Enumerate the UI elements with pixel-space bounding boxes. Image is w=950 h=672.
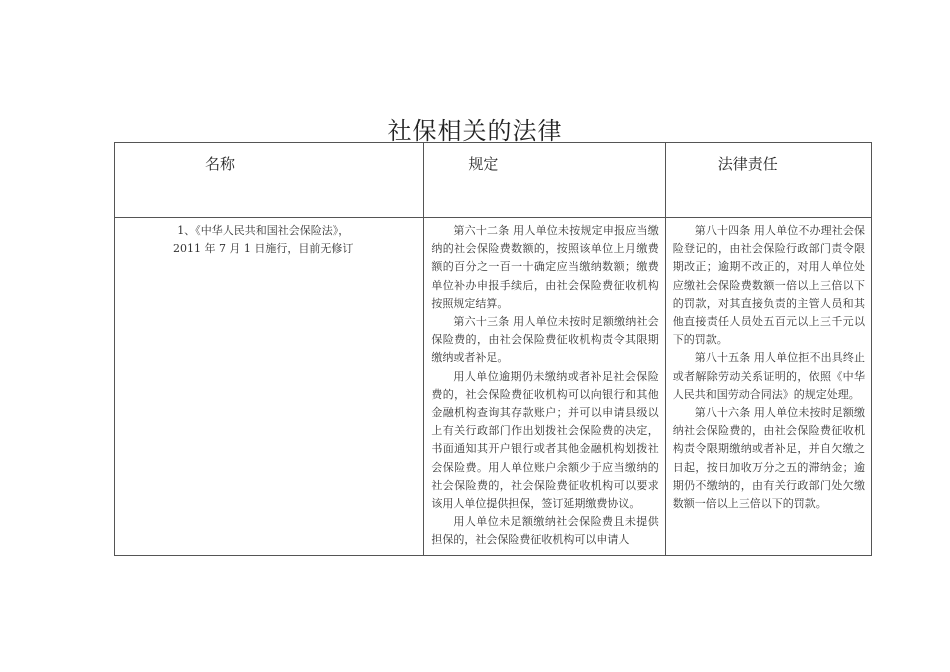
rule-paragraph: 第六十三条 用人单位未按时足额缴纳社会保险费的，由社会保险费征收机构责令其限期缴纳或者补足。 [431, 315, 659, 365]
header-name: 名称 [115, 143, 424, 218]
law-date-line: 2011 年 7 月 1 日施行，目前无修订 [172, 242, 354, 255]
law-name-line: 1、《中华人民共和国社会保险法》， [177, 224, 350, 237]
header-liability: 法律责任 [665, 143, 871, 218]
rule-paragraph: 第六十二条 用人单位未按规定申报应当缴纳的社会保险费数额的，按照该单位上月缴费额的百分之一百一十确定应当缴纳数额；缴费单位补办申报手续后，由社会保险费征收机构按照规定结算。 [431, 224, 659, 310]
table-row [115, 218, 872, 556]
law-table [114, 142, 872, 556]
liability-cell [665, 218, 871, 556]
header-rules: 规定 [424, 143, 665, 218]
rule-paragraph: 用人单位逾期仍未缴纳或者补足社会保险费的，社会保险费征收机构可以向银行和其他金融机构查询其存款账户；并可以申请县级以上有关行政部门作出划拨社会保险费的决定，书面通知其开户银行或者其他金融机构划拨社会保险费。用人单位账户余额少于应当缴纳的社会保险费的，社会保险费征收机构可以要求该用人单位提供担保，签订延期缴费协议。 [431, 369, 659, 511]
liability-paragraph: 第八十六条 用人单位未按时足额缴纳社会保险费的，由社会保险费征收机构责令限期缴纳或者补足，并自欠缴之日起，按日加收万分之五的滞纳金；逾期仍不缴纳的，由有关行政部门处欠缴数额一倍以上三倍以下的罚款。 [672, 406, 865, 511]
rules-cell [424, 218, 665, 556]
liability-paragraph: 第八十五条 用人单位拒不出具终止或者解除劳动关系证明的，依照《中华人民共和国劳动合同法》的规定处理。 [672, 351, 865, 401]
rule-paragraph: 用人单位未足额缴纳社会保险费且未提供担保的，社会保险费征收机构可以申请人 [431, 515, 659, 547]
liability-paragraph: 第八十四条 用人单位不办理社会保险登记的，由社会保险行政部门责令限期改正；逾期不改正的，对用人单位处应缴社会保险费数额一倍以上三倍以下的罚款，对其直接负责的主管人员和其他直接责任人员处五百元以上三千元以下的罚款。 [672, 224, 865, 347]
table-header-row [115, 143, 872, 218]
page-title: 社保相关的法律 [387, 117, 563, 145]
law-name-cell [115, 218, 424, 556]
